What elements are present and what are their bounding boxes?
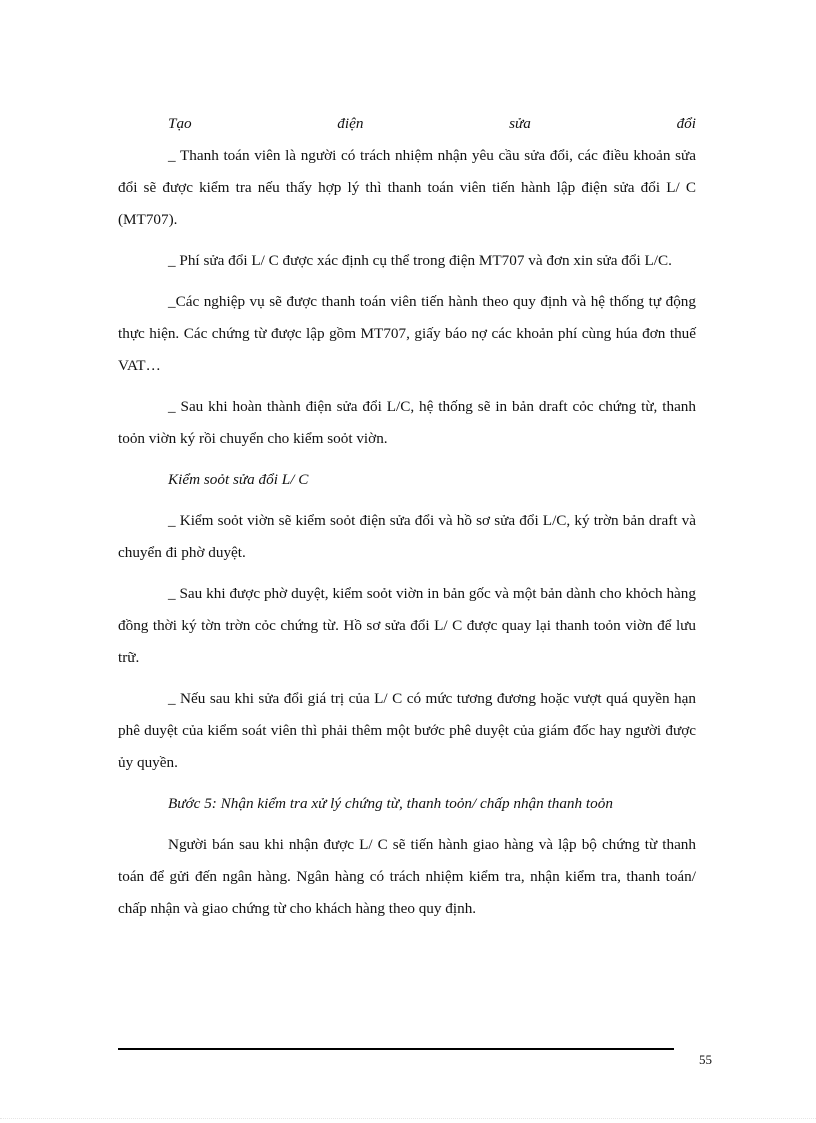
paragraph: _ Phí sửa đổi L/ C được xác định cụ thể trong điện MT707 và đơn xin sửa đổi L/C. <box>168 252 672 269</box>
footer-divider <box>118 1048 674 1050</box>
heading-word: sửa <box>509 115 531 132</box>
paragraph: _ Thanh toán viên là người có trách nhiệm nhận yêu cầu sửa đổi, các điều khoản sửa đổi sẽ được kiểm tra nếu thấy hợp lý thì thanh toán viên tiến hành lập điện sửa đổi L/ C (MT707). <box>118 147 696 228</box>
page-number: 55 <box>699 1052 712 1067</box>
page-content <box>118 108 696 934</box>
heading-word: điện <box>337 115 364 132</box>
paragraph: _ Sau khi được phờ duyệt, kiểm soỏt viờn in bản gốc và một bản dành cho khỏch hàng đồng thời ký tờn trờn cỏc chứng từ. Hồ sơ sửa đổi L/ C được quay lại thanh toỏn viờn để lưu trữ. <box>118 585 696 666</box>
paragraph: _ Nếu sau khi sửa đổi giá trị của L/ C có mức tương đương hoặc vượt quá quyền hạn phê duyệt của kiểm soát viên thì phải thêm một bước phê duyệt của giám đốc hay người được ủy quyền. <box>118 690 696 771</box>
paragraph: _ Sau khi hoàn thành điện sửa đổi L/C, hệ thống sẽ in bản draft cỏc chứng từ, thanh toỏn viờn ký rồi chuyển cho kiểm soỏt viờn. <box>118 398 696 447</box>
heading-word: đổi <box>676 115 696 132</box>
page-bottom-border <box>0 1118 816 1120</box>
heading-word: Tạo <box>168 115 192 132</box>
paragraph: _ Kiểm soỏt viờn sẽ kiểm soỏt điện sửa đổi và hồ sơ sửa đổi L/C, ký trờn bản draft và chuyển đi phờ duyệt. <box>118 512 696 561</box>
section-heading-step5: Bước 5: Nhận kiểm tra xử lý chứng từ, thanh toỏn/ chấp nhận thanh toỏn <box>168 795 613 812</box>
paragraph: Người bán sau khi nhận được L/ C sẽ tiến hành giao hàng và lập bộ chứng từ thanh toán để gửi đến ngân hàng. Ngân hàng có trách nhiệm kiểm tra, nhận kiểm tra, thanh toán/ chấp nhận và giao chứng từ cho khách hàng theo quy định. <box>118 836 696 917</box>
section-heading-create-amendment <box>168 108 696 140</box>
section-heading-control: Kiểm soỏt sửa đổi L/ C <box>168 471 309 488</box>
paragraph: _Các nghiệp vụ sẽ được thanh toán viên tiến hành theo quy định và hệ thống tự động thực hiện. Các chứng từ được lập gồm MT707, giấy báo nợ các khoản phí cùng húa đơn thuế VAT… <box>118 293 696 374</box>
